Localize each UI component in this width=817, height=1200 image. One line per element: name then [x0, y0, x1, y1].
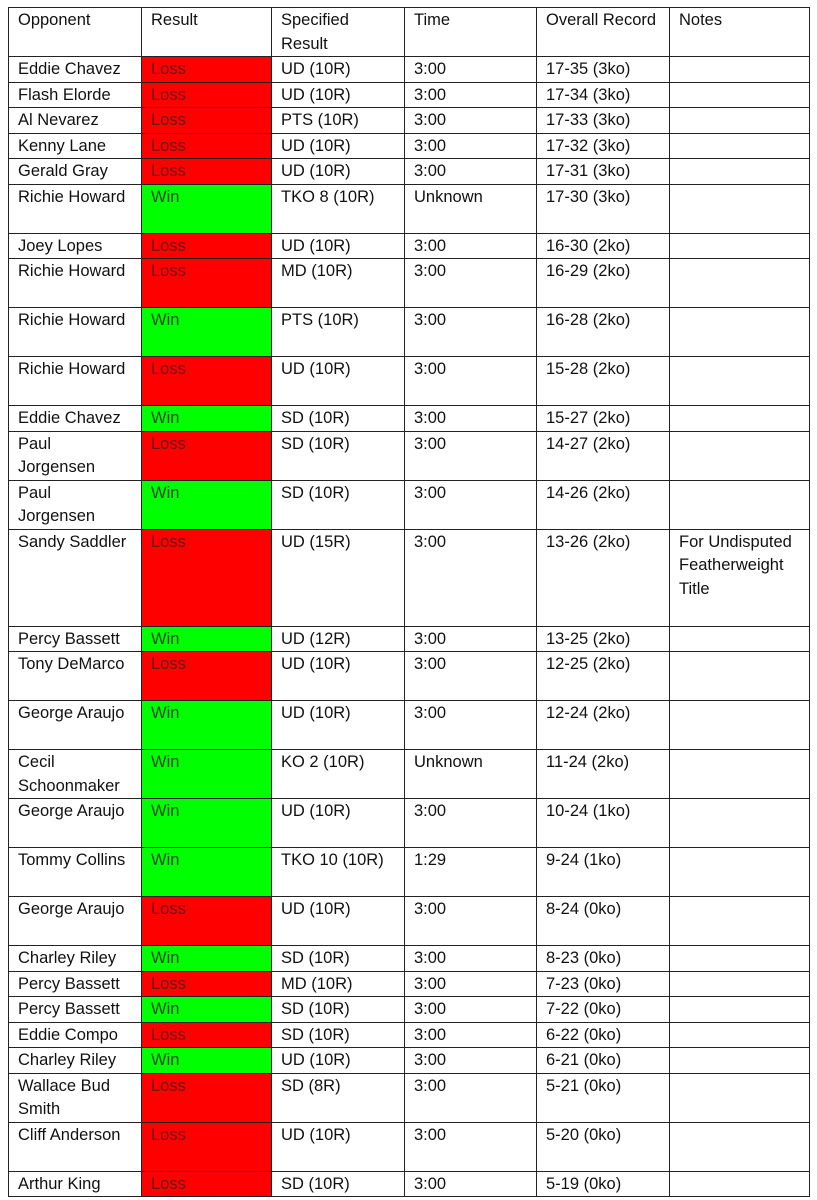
header-time: Time [405, 8, 537, 57]
table-header [9, 8, 810, 57]
table-row [9, 259, 810, 308]
notes-cell [670, 108, 810, 134]
specified-result-cell: UD (10R) [272, 82, 405, 108]
notes-cell [670, 701, 810, 750]
result-cell: Loss [142, 971, 272, 997]
table-row [9, 848, 810, 897]
specified-result-cell: SD (10R) [272, 1171, 405, 1197]
header-overall-record: Overall Record [537, 8, 670, 57]
notes-cell [670, 1022, 810, 1048]
table-row [9, 997, 810, 1023]
notes-cell [670, 1048, 810, 1074]
table-row [9, 750, 810, 799]
overall-record-cell: 17-33 (3ko) [537, 108, 670, 134]
table-body [9, 57, 810, 1197]
time-cell: 1:29 [405, 848, 537, 897]
specified-result-cell: UD (10R) [272, 701, 405, 750]
overall-record-cell: 11-24 (2ko) [537, 750, 670, 799]
notes-cell [670, 159, 810, 185]
notes-cell [670, 1171, 810, 1197]
overall-record-cell: 14-26 (2ko) [537, 480, 670, 529]
time-cell: 3:00 [405, 701, 537, 750]
notes-cell [670, 259, 810, 308]
overall-record-cell: 16-28 (2ko) [537, 308, 670, 357]
overall-record-cell: 5-21 (0ko) [537, 1073, 670, 1122]
overall-record-cell: 16-29 (2ko) [537, 259, 670, 308]
time-cell: 3:00 [405, 259, 537, 308]
opponent-cell: Cecil Schoonmaker [9, 750, 142, 799]
specified-result-cell: SD (10R) [272, 997, 405, 1023]
time-cell: Unknown [405, 184, 537, 233]
notes-cell [670, 997, 810, 1023]
specified-result-cell: UD (15R) [272, 529, 405, 626]
opponent-cell: Richie Howard [9, 184, 142, 233]
overall-record-cell: 14-27 (2ko) [537, 431, 670, 480]
opponent-cell: Kenny Lane [9, 133, 142, 159]
opponent-cell: Paul Jorgensen [9, 480, 142, 529]
table-row [9, 1022, 810, 1048]
opponent-cell: George Araujo [9, 701, 142, 750]
table-row [9, 82, 810, 108]
specified-result-cell: TKO 8 (10R) [272, 184, 405, 233]
table-row [9, 652, 810, 701]
notes-cell: For Undisputed Featherweight Title [670, 529, 810, 626]
opponent-cell: Al Nevarez [9, 108, 142, 134]
time-cell: 3:00 [405, 946, 537, 972]
table-row [9, 159, 810, 185]
specified-result-cell: UD (10R) [272, 57, 405, 83]
notes-cell [670, 946, 810, 972]
header-specified-result: Specified Result [272, 8, 405, 57]
specified-result-cell: SD (8R) [272, 1073, 405, 1122]
notes-cell [670, 971, 810, 997]
specified-result-cell: UD (10R) [272, 652, 405, 701]
specified-result-cell: UD (12R) [272, 626, 405, 652]
overall-record-cell: 5-19 (0ko) [537, 1171, 670, 1197]
overall-record-cell: 6-21 (0ko) [537, 1048, 670, 1074]
time-cell: 3:00 [405, 480, 537, 529]
notes-cell [670, 750, 810, 799]
result-cell: Win [142, 626, 272, 652]
result-cell: Loss [142, 108, 272, 134]
overall-record-cell: 5-20 (0ko) [537, 1122, 670, 1171]
opponent-cell: Charley Riley [9, 946, 142, 972]
time-cell: 3:00 [405, 57, 537, 83]
specified-result-cell: UD (10R) [272, 1122, 405, 1171]
notes-cell [670, 626, 810, 652]
specified-result-cell: PTS (10R) [272, 308, 405, 357]
time-cell: 3:00 [405, 233, 537, 259]
overall-record-cell: 7-22 (0ko) [537, 997, 670, 1023]
overall-record-cell: 17-32 (3ko) [537, 133, 670, 159]
notes-cell [670, 57, 810, 83]
time-cell: 3:00 [405, 1171, 537, 1197]
table-row [9, 406, 810, 432]
overall-record-cell: 13-26 (2ko) [537, 529, 670, 626]
overall-record-cell: 16-30 (2ko) [537, 233, 670, 259]
table-row [9, 133, 810, 159]
table-row [9, 1073, 810, 1122]
specified-result-cell: UD (10R) [272, 1048, 405, 1074]
overall-record-cell: 15-27 (2ko) [537, 406, 670, 432]
time-cell: 3:00 [405, 971, 537, 997]
notes-cell [670, 799, 810, 848]
notes-cell [670, 480, 810, 529]
result-cell: Loss [142, 652, 272, 701]
table-row [9, 1171, 810, 1197]
specified-result-cell: UD (10R) [272, 159, 405, 185]
opponent-cell: Charley Riley [9, 1048, 142, 1074]
overall-record-cell: 17-35 (3ko) [537, 57, 670, 83]
result-cell: Loss [142, 233, 272, 259]
specified-result-cell: TKO 10 (10R) [272, 848, 405, 897]
overall-record-cell: 6-22 (0ko) [537, 1022, 670, 1048]
notes-cell [670, 652, 810, 701]
result-cell: Win [142, 701, 272, 750]
result-cell: Win [142, 1048, 272, 1074]
result-cell: Loss [142, 529, 272, 626]
opponent-cell: Tony DeMarco [9, 652, 142, 701]
overall-record-cell: 7-23 (0ko) [537, 971, 670, 997]
time-cell: 3:00 [405, 1048, 537, 1074]
result-cell: Loss [142, 357, 272, 406]
result-cell: Loss [142, 1171, 272, 1197]
table-row [9, 971, 810, 997]
opponent-cell: Tommy Collins [9, 848, 142, 897]
overall-record-cell: 9-24 (1ko) [537, 848, 670, 897]
time-cell: 3:00 [405, 626, 537, 652]
opponent-cell: Richie Howard [9, 308, 142, 357]
time-cell: 3:00 [405, 1122, 537, 1171]
opponent-cell: Eddie Chavez [9, 57, 142, 83]
notes-cell [670, 357, 810, 406]
result-cell: Loss [142, 82, 272, 108]
specified-result-cell: UD (10R) [272, 799, 405, 848]
notes-cell [670, 1073, 810, 1122]
time-cell: 3:00 [405, 997, 537, 1023]
notes-cell [670, 848, 810, 897]
time-cell: 3:00 [405, 406, 537, 432]
opponent-cell: Richie Howard [9, 259, 142, 308]
overall-record-cell: 13-25 (2ko) [537, 626, 670, 652]
overall-record-cell: 8-24 (0ko) [537, 897, 670, 946]
specified-result-cell: MD (10R) [272, 259, 405, 308]
result-cell: Loss [142, 133, 272, 159]
opponent-cell: Eddie Compo [9, 1022, 142, 1048]
time-cell: 3:00 [405, 529, 537, 626]
result-cell: Win [142, 480, 272, 529]
specified-result-cell: UD (10R) [272, 357, 405, 406]
opponent-cell: George Araujo [9, 799, 142, 848]
table-row [9, 357, 810, 406]
specified-result-cell: UD (10R) [272, 897, 405, 946]
notes-cell [670, 82, 810, 108]
table-row [9, 897, 810, 946]
table-row [9, 701, 810, 750]
opponent-cell: Percy Bassett [9, 971, 142, 997]
opponent-cell: Flash Elorde [9, 82, 142, 108]
notes-cell [670, 897, 810, 946]
opponent-cell: Cliff Anderson [9, 1122, 142, 1171]
time-cell: 3:00 [405, 357, 537, 406]
time-cell: 3:00 [405, 308, 537, 357]
specified-result-cell: SD (10R) [272, 431, 405, 480]
table-row [9, 1048, 810, 1074]
table-row [9, 626, 810, 652]
table-row [9, 529, 810, 626]
time-cell: Unknown [405, 750, 537, 799]
table-row [9, 480, 810, 529]
table-row [9, 431, 810, 480]
overall-record-cell: 17-30 (3ko) [537, 184, 670, 233]
opponent-cell: Eddie Chavez [9, 406, 142, 432]
opponent-cell: Sandy Saddler [9, 529, 142, 626]
specified-result-cell: MD (10R) [272, 971, 405, 997]
table-row [9, 57, 810, 83]
table-row [9, 1122, 810, 1171]
overall-record-cell: 10-24 (1ko) [537, 799, 670, 848]
specified-result-cell: SD (10R) [272, 1022, 405, 1048]
result-cell: Loss [142, 259, 272, 308]
overall-record-cell: 8-23 (0ko) [537, 946, 670, 972]
header-row [9, 8, 810, 57]
time-cell: 3:00 [405, 159, 537, 185]
result-cell: Loss [142, 1122, 272, 1171]
table-row [9, 308, 810, 357]
opponent-cell: Joey Lopes [9, 233, 142, 259]
opponent-cell: Gerald Gray [9, 159, 142, 185]
result-cell: Loss [142, 1022, 272, 1048]
header-notes: Notes [670, 8, 810, 57]
result-cell: Win [142, 946, 272, 972]
specified-result-cell: UD (10R) [272, 233, 405, 259]
result-cell: Win [142, 848, 272, 897]
result-cell: Win [142, 799, 272, 848]
result-cell: Loss [142, 1073, 272, 1122]
result-cell: Win [142, 997, 272, 1023]
table-row [9, 108, 810, 134]
time-cell: 3:00 [405, 652, 537, 701]
opponent-cell: Paul Jorgensen [9, 431, 142, 480]
table-row [9, 946, 810, 972]
opponent-cell: Percy Bassett [9, 997, 142, 1023]
opponent-cell: Percy Bassett [9, 626, 142, 652]
opponent-cell: George Araujo [9, 897, 142, 946]
notes-cell [670, 431, 810, 480]
result-cell: Loss [142, 57, 272, 83]
time-cell: 3:00 [405, 431, 537, 480]
table-row [9, 799, 810, 848]
notes-cell [670, 233, 810, 259]
time-cell: 3:00 [405, 133, 537, 159]
header-opponent: Opponent [9, 8, 142, 57]
table-row [9, 184, 810, 233]
result-cell: Loss [142, 897, 272, 946]
specified-result-cell: UD (10R) [272, 133, 405, 159]
result-cell: Win [142, 184, 272, 233]
time-cell: 3:00 [405, 799, 537, 848]
result-cell: Win [142, 750, 272, 799]
fight-record-table [8, 7, 810, 1197]
specified-result-cell: SD (10R) [272, 946, 405, 972]
notes-cell [670, 308, 810, 357]
overall-record-cell: 12-24 (2ko) [537, 701, 670, 750]
time-cell: 3:00 [405, 82, 537, 108]
opponent-cell: Richie Howard [9, 357, 142, 406]
overall-record-cell: 17-34 (3ko) [537, 82, 670, 108]
time-cell: 3:00 [405, 1073, 537, 1122]
overall-record-cell: 12-25 (2ko) [537, 652, 670, 701]
specified-result-cell: SD (10R) [272, 480, 405, 529]
overall-record-cell: 15-28 (2ko) [537, 357, 670, 406]
specified-result-cell: PTS (10R) [272, 108, 405, 134]
time-cell: 3:00 [405, 108, 537, 134]
result-cell: Loss [142, 159, 272, 185]
overall-record-cell: 17-31 (3ko) [537, 159, 670, 185]
result-cell: Win [142, 406, 272, 432]
time-cell: 3:00 [405, 1022, 537, 1048]
header-result: Result [142, 8, 272, 57]
notes-cell [670, 184, 810, 233]
time-cell: 3:00 [405, 897, 537, 946]
opponent-cell: Wallace Bud Smith [9, 1073, 142, 1122]
table-row [9, 233, 810, 259]
notes-cell [670, 1122, 810, 1171]
opponent-cell: Arthur King [9, 1171, 142, 1197]
specified-result-cell: KO 2 (10R) [272, 750, 405, 799]
notes-cell [670, 406, 810, 432]
result-cell: Win [142, 308, 272, 357]
notes-cell [670, 133, 810, 159]
result-cell: Loss [142, 431, 272, 480]
specified-result-cell: SD (10R) [272, 406, 405, 432]
